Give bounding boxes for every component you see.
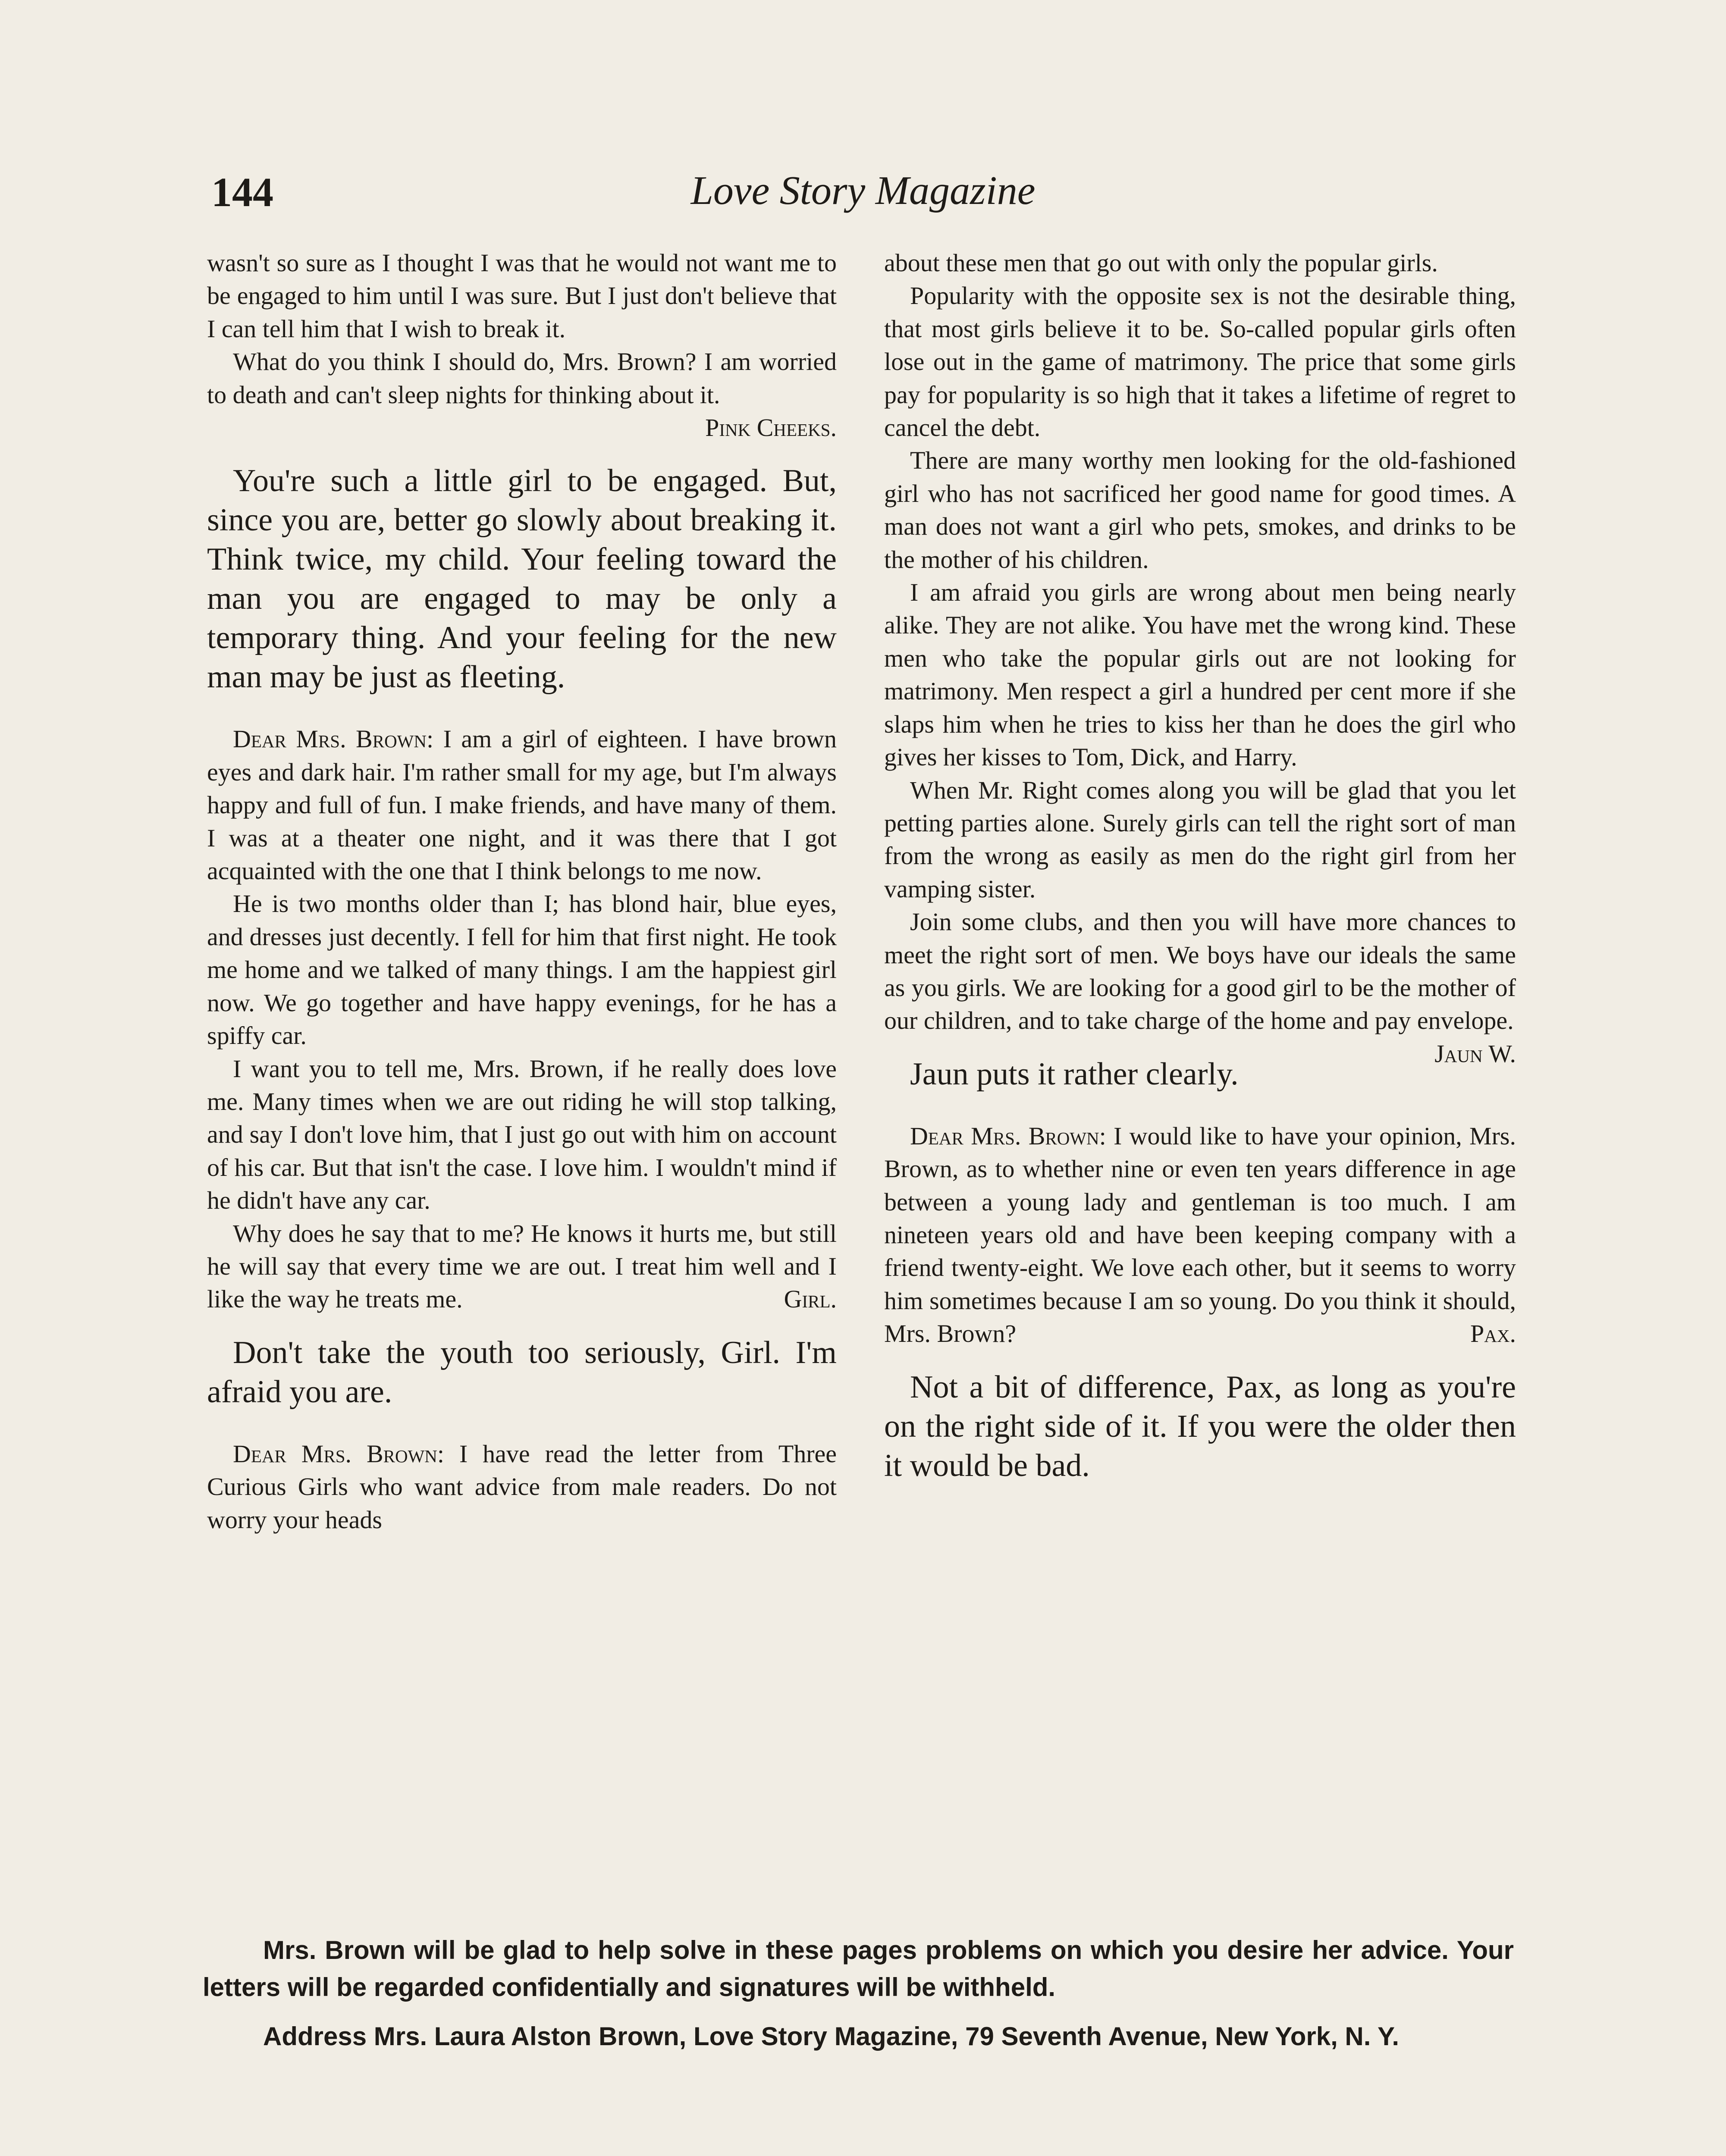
letter2-paragraph — [207, 723, 837, 887]
letter3-paragraph: When Mr. Right comes along you will be glad that you let petting parties alone. Surely girls can tell the right sort of man from the wrong as easily as men do the right girl from her vamping sister. — [884, 776, 1516, 903]
letter-text: I would like to have your opinion, Mrs. Brown, as to whether nine or even ten years difference in age between a young lady and gentleman is too much. I am nineteen years old and have been keeping company with a friend twenty-eight. We love each other, but it seems to worry him sometimes because I am so young. Do you think it should, Mrs. Brown? — [884, 1122, 1516, 1348]
letter2-paragraph — [207, 1217, 837, 1316]
letter3-paragraph: I am afraid you girls are wrong about men being nearly alike. They are not alike. You have met the wrong kind. These men who take the popular girls out are not looking for matrimony. Men respect a girl a hundred per cent more if she slaps him when he tries to kiss her than he does the girl who gives her kisses to Tom, Dick, and Harry. — [884, 578, 1516, 771]
right-column — [884, 247, 1516, 1511]
letter3-paragraph — [884, 906, 1516, 1068]
letter-text: I am a girl of eighteen. I have brown eyes and dark hair. I'm rather small for my age, but I'm always happy and full of fun. I make friends, and have many of them. I was at a theater one night, and it was there that I got acquainted with the one that I think belongs to me now. — [207, 725, 837, 885]
salutation: Dear Mrs. Brown: — [233, 725, 434, 753]
letter1-paragraph: What do you think I should do, Mrs. Brown? I am worried to death and can't sleep nights for thinking about it. — [207, 348, 837, 409]
reply: Not a bit of difference, Pax, as long as you're on the right side of it. If you were the older then it would be bad. — [884, 1369, 1516, 1483]
left-column — [207, 247, 837, 1536]
magazine-title: Love Story Magazine — [690, 168, 1036, 213]
letter3-paragraph: Popularity with the opposite sex is not the desirable thing, that most girls believe it to be. So-called popular girls often lose out in the game of matrimony. The price that some girls pay for popularity is so high that it takes a lifetime of regret to cancel the debt. — [884, 282, 1516, 442]
notice-box — [203, 1932, 1514, 2067]
salutation: Dear Mrs. Brown: — [233, 1439, 445, 1468]
letter2-paragraph: He is two months older than I; has blond hair, blue eyes, and dresses just decently. I fell for him that first night. He took me home and we talked of many things. I am the happiest girl now. We go together and have happy evenings, for he has a spiffy car. — [207, 890, 837, 1050]
letter3-paragraph: There are many worthy men looking for the old-fashioned girl who has not sacrificed her good name for good times. A man does not want a girl who pets, smokes, and drinks to be the mother of his children. — [884, 446, 1516, 573]
letter3-paragraph — [207, 1438, 837, 1536]
reply: Jaun puts it rather clearly. — [910, 1056, 1239, 1092]
page-number: 144 — [211, 169, 273, 215]
salutation: Dear Mrs. Brown: — [910, 1122, 1106, 1150]
letter-text: Join some clubs, and then you will have more chances to meet the right sort of men. We boys have our ideals the same as you girls. We are looking for a good girl to be the mother of our children, and to take charge of the home and pay envelope. — [884, 908, 1516, 1035]
letter1-paragraph: wasn't so sure as I thought I was that he would not want me to be engaged to him until I was sure. But I just don't believe that I can tell him that I wish to break it. — [207, 249, 837, 343]
letter-text: Why does he say that to me? He knows it hurts me, but still he will say that every time we are out. I treat him well and I like the way he treats me. — [207, 1219, 837, 1313]
letter4-paragraph — [884, 1120, 1516, 1351]
reply: Don't take the youth too seriously, Girl. I'm afraid you are. — [207, 1335, 837, 1410]
signature: Jaun W. — [1434, 1039, 1516, 1068]
reply: You're such a little girl to be engaged. But, since you are, better go slowly about breaking it. Think twice, my child. Your feeling toward the man you are engaged to may be only a temporary thing. And your feeling for the new man may be just as fleeting. — [207, 463, 837, 695]
letter3-paragraph: about these men that go out with only the popular girls. — [884, 249, 1438, 277]
signature: Girl. — [784, 1285, 837, 1313]
notice-address: Address Mrs. Laura Alston Brown, Love Story Magazine, 79 Seventh Avenue, New York, N. Y. — [263, 2022, 1400, 2051]
letter-text: I have read the letter from Three Curious Girls who want advice from male readers. Do not worry your heads — [207, 1439, 837, 1534]
signature: Pax. — [1470, 1319, 1516, 1348]
notice-text: Mrs. Brown will be glad to help solve in these pages problems on which you desire her advice. Your letters will be regarded confidentially and signatures will be withheld. — [203, 1936, 1514, 2002]
signature: Pink Cheeks. — [705, 414, 837, 442]
letter2-paragraph: I want you to tell me, Mrs. Brown, if he really does love me. Many times when we are out riding he will stop talking, and say I don't love him, that I just go out with him on account of his car. But that isn't the case. I love him. I wouldn't mind if he didn't have any car. — [207, 1054, 837, 1215]
